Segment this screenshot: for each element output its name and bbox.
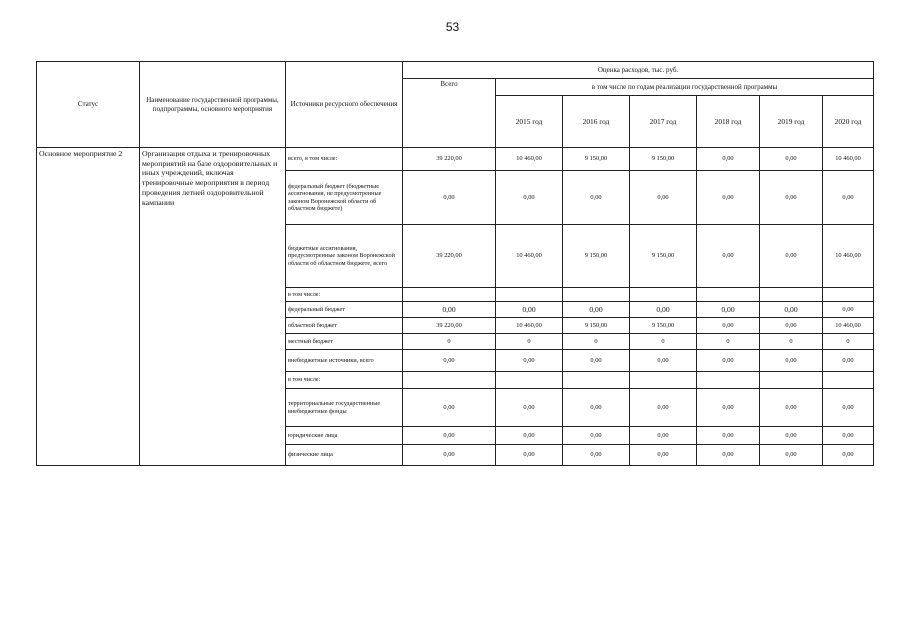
value-2018: 0,00 [697,427,760,445]
value-2020 [823,288,874,302]
value-2015 [496,372,563,389]
value-2015: 10 460,00 [496,318,563,334]
value-total: 0 [403,334,496,350]
value-total: 0,00 [403,389,496,427]
value-2019: 0,00 [760,318,823,334]
value-total: 0,00 [403,427,496,445]
value-2016: 9 150,00 [563,148,630,171]
value-2016: 0,00 [563,445,630,466]
value-2019: 0 [760,334,823,350]
value-2017 [630,372,697,389]
header-year-2019: 2019 год [760,96,823,148]
program-name-cell: Организация отдыха и тренировочных мероприятий на базе оздоровительных и иных учреждений, включая тренировочные мероприятия в период проведения летней оздоровительной кампании [140,148,286,466]
value-2017: 0,00 [630,350,697,372]
source-cell: юридические лица [286,427,403,445]
value-2019: 0,00 [760,389,823,427]
value-total: 0,00 [403,171,496,225]
value-2017: 0,00 [630,302,697,318]
value-2015: 0,00 [496,350,563,372]
source-cell: физические лица [286,445,403,466]
source-cell: местный бюджет [286,334,403,350]
value-2019: 0,00 [760,350,823,372]
source-cell: всего, в том числе: [286,148,403,171]
value-total [403,372,496,389]
value-2020: 0,00 [823,427,874,445]
value-2016: 9 150,00 [563,318,630,334]
value-2020: 0 [823,334,874,350]
value-2018: 0,00 [697,171,760,225]
header-year-2016: 2016 год [563,96,630,148]
value-2015: 10 460,00 [496,225,563,288]
value-2015: 0,00 [496,389,563,427]
header-name: Наименование государственной программы, подпрограммы, основного мероприятия [140,62,286,148]
value-2019: 0,00 [760,171,823,225]
value-2016: 9 150,00 [563,225,630,288]
value-2017: 0,00 [630,427,697,445]
value-2015 [496,288,563,302]
value-2019: 0,00 [760,302,823,318]
value-2019 [760,372,823,389]
value-2020: 0,00 [823,302,874,318]
value-2017: 0,00 [630,445,697,466]
value-total: 0,00 [403,350,496,372]
value-2015: 0,00 [496,427,563,445]
source-cell: областной бюджет [286,318,403,334]
value-2018: 0,00 [697,445,760,466]
header-year-2017: 2017 год [630,96,697,148]
value-2019: 0,00 [760,148,823,171]
value-2018: 0,00 [697,350,760,372]
value-2018: 0,00 [697,148,760,171]
header-status: Статус [37,62,140,148]
source-cell: в том числе: [286,288,403,302]
value-2019: 0,00 [760,225,823,288]
value-2018: 0,00 [697,318,760,334]
value-2020: 10 460,00 [823,225,874,288]
value-2017: 0,00 [630,171,697,225]
value-2018: 0,00 [697,389,760,427]
header-year-2018: 2018 год [697,96,760,148]
value-2020: 0,00 [823,389,874,427]
value-total: 0,00 [403,302,496,318]
value-2017: 0,00 [630,389,697,427]
value-total: 39 220,00 [403,225,496,288]
value-2016: 0,00 [563,389,630,427]
value-2017: 9 150,00 [630,148,697,171]
value-total: 39 220,00 [403,148,496,171]
value-2015: 10 460,00 [496,148,563,171]
value-2015: 0 [496,334,563,350]
table-row [37,148,874,171]
value-2017: 0 [630,334,697,350]
source-cell: федеральный бюджет (бюджетные ассигнования, не предусмотренные законом Воронежской области об областном бюджете) [286,171,403,225]
value-2018 [697,372,760,389]
value-2020: 10 460,00 [823,318,874,334]
value-2016 [563,372,630,389]
value-2015: 0,00 [496,445,563,466]
value-2015: 0,00 [496,302,563,318]
value-total: 0,00 [403,445,496,466]
value-2016: 0,00 [563,350,630,372]
value-2020: 0,00 [823,171,874,225]
value-2016: 0 [563,334,630,350]
source-cell: федеральный бюджет [286,302,403,318]
status-cell: Основное мероприятие 2 [37,148,140,466]
value-2015: 0,00 [496,171,563,225]
value-2018: 0 [697,334,760,350]
value-2017: 9 150,00 [630,318,697,334]
value-2020 [823,372,874,389]
expenses-table [36,61,874,466]
value-2019 [760,288,823,302]
value-2016: 0,00 [563,427,630,445]
value-2020: 10 460,00 [823,148,874,171]
value-2020: 0,00 [823,445,874,466]
value-2017 [630,288,697,302]
source-cell: территориальные государственные внебюджетные фонды [286,389,403,427]
source-cell: в том числе: [286,372,403,389]
value-total [403,288,496,302]
header-year-2020: 2020 год [823,96,874,148]
value-2018 [697,288,760,302]
value-2018: 0,00 [697,225,760,288]
value-2018: 0,00 [697,302,760,318]
value-2020: 0,00 [823,350,874,372]
value-2019: 0,00 [760,427,823,445]
header-by-years: в том числе по годам реализации государственной программы [496,79,874,96]
header-expenses-title: Оценка расходов, тыс. руб. [403,62,874,79]
value-2016: 0,00 [563,302,630,318]
value-total: 39 220,00 [403,318,496,334]
header-sources: Источники ресурсного обеспечения [286,62,403,148]
value-2019: 0,00 [760,445,823,466]
value-2016 [563,288,630,302]
header-total: Всего [403,79,496,148]
header-year-2015: 2015 год [496,96,563,148]
value-2017: 9 150,00 [630,225,697,288]
source-cell: внебюджетные источники, всего [286,350,403,372]
source-cell: бюджетные ассигнования, предусмотренные законом Воронежской области об областном бюджете, всего [286,225,403,288]
value-2016: 0,00 [563,171,630,225]
page-number: 53 [445,20,460,34]
